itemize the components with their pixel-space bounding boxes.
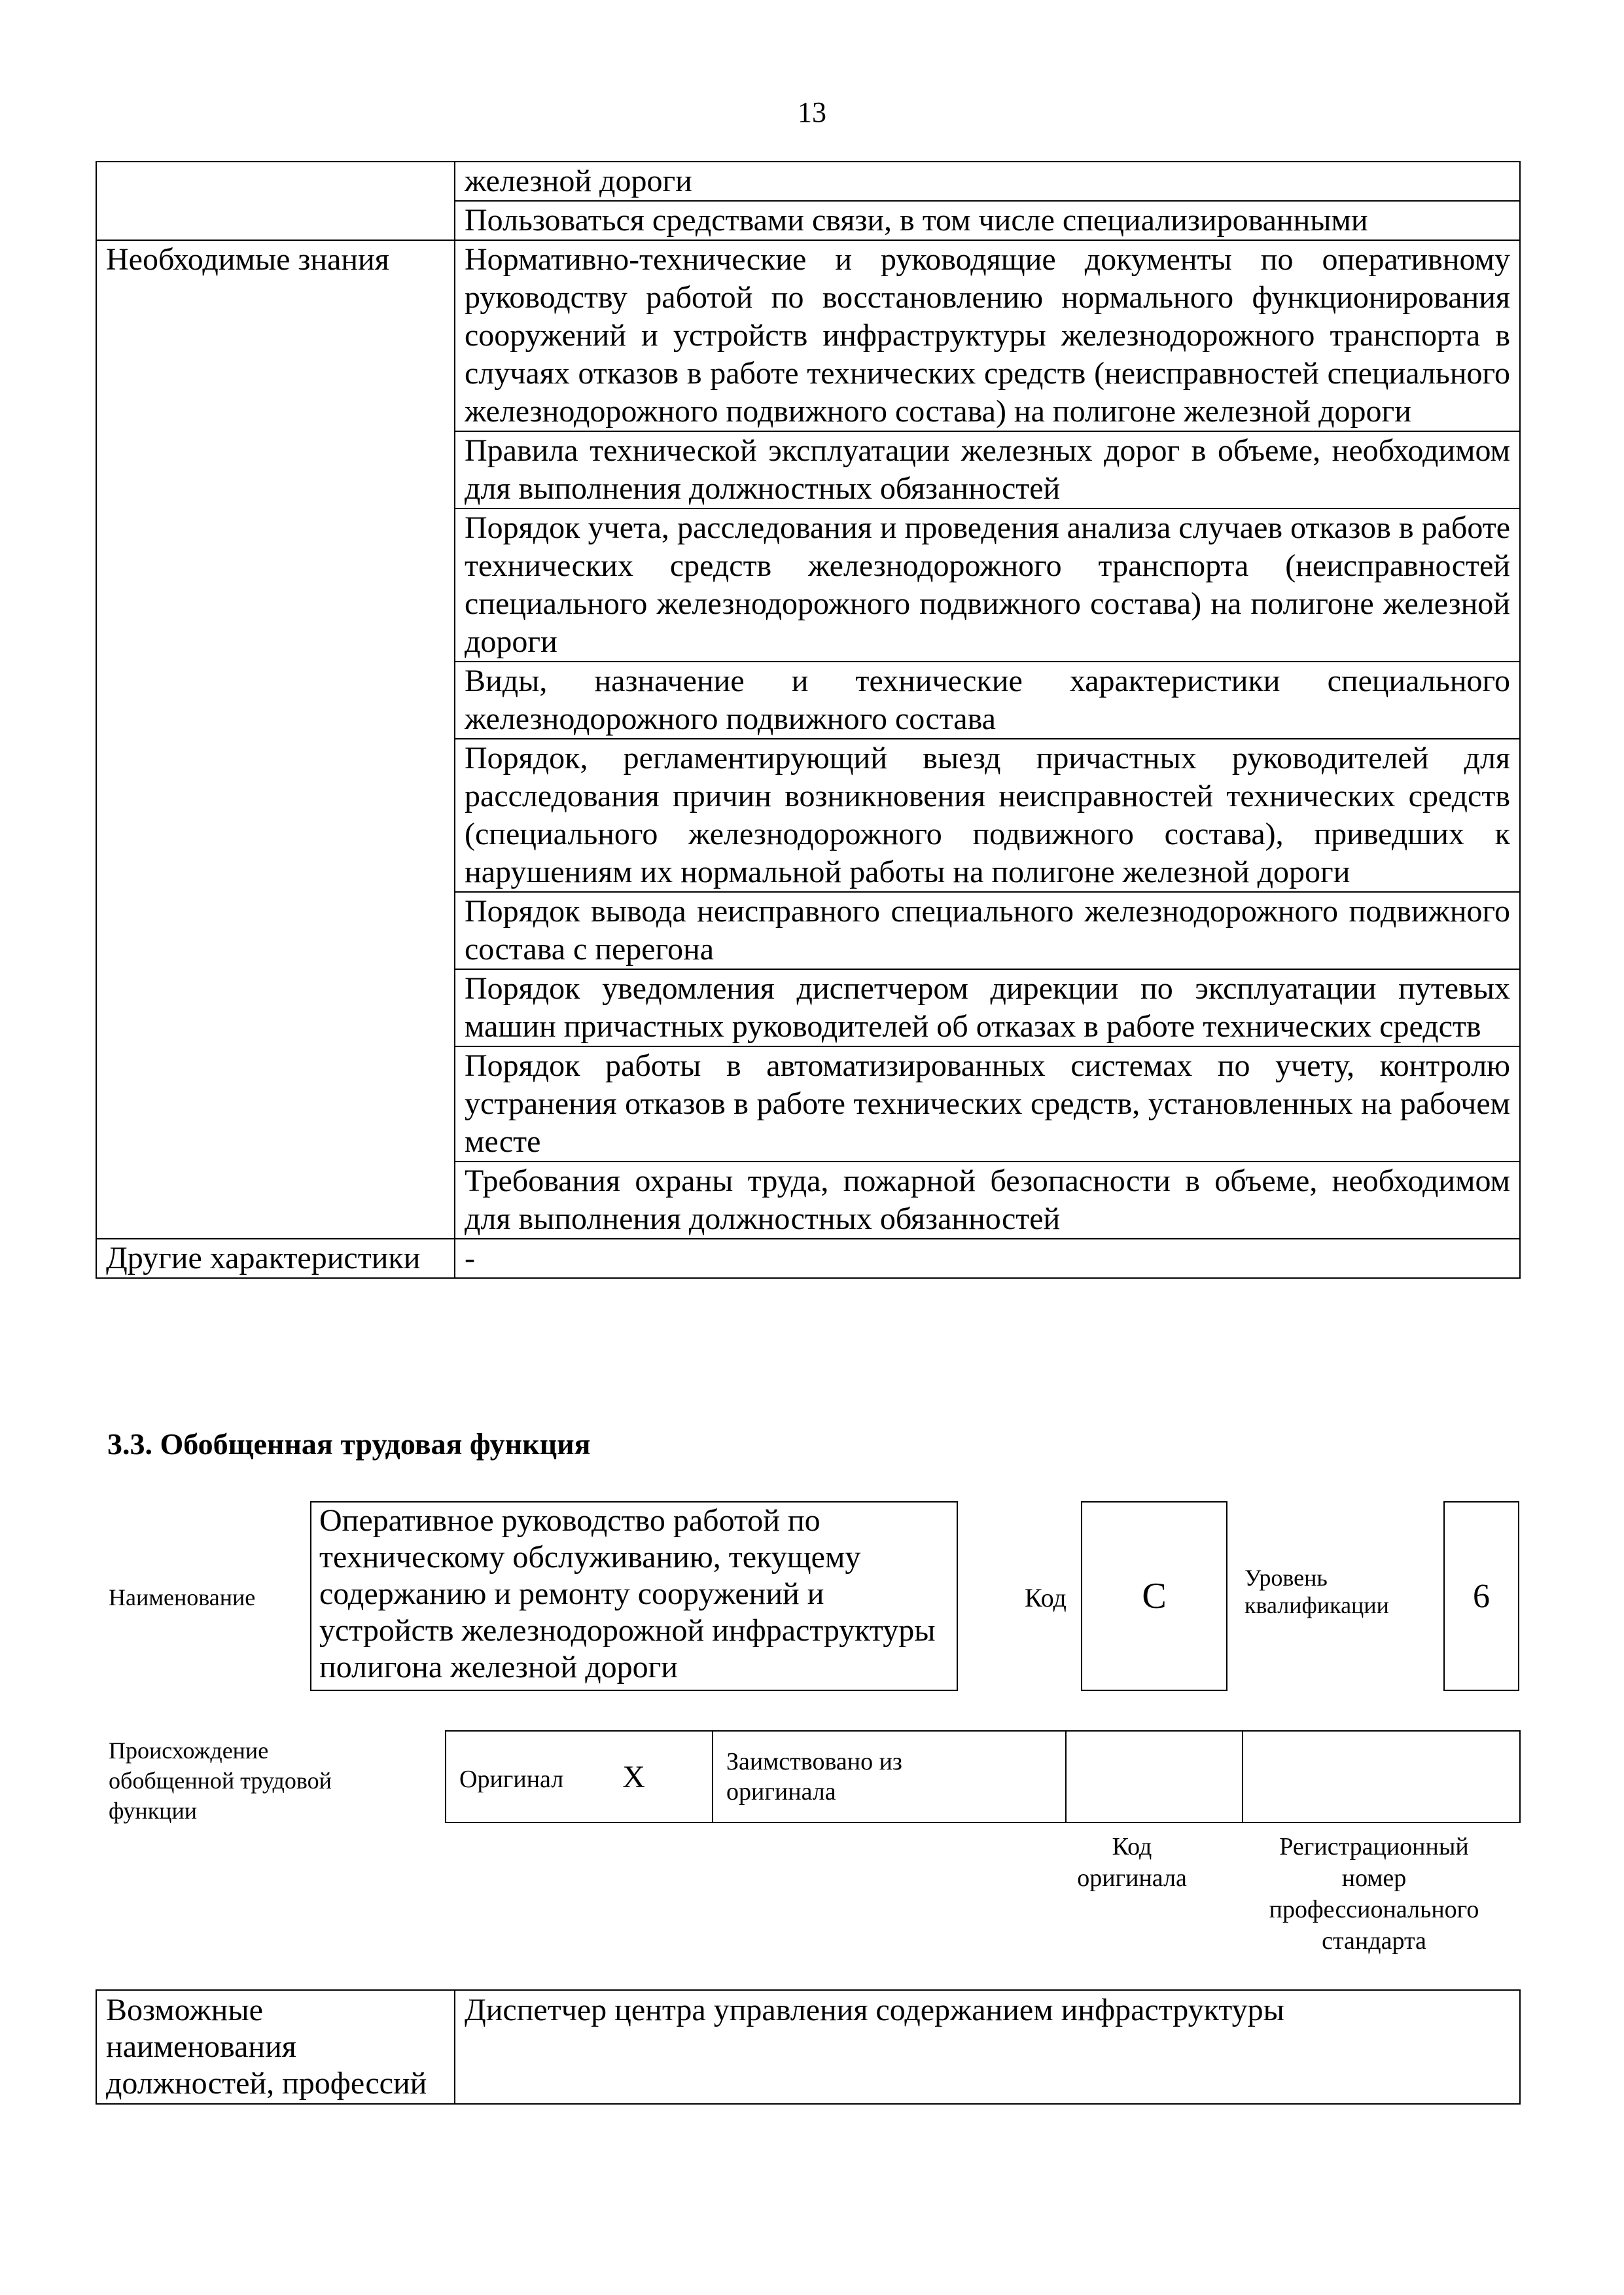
level-label-line: Уровень — [1244, 1565, 1328, 1591]
caption-line: оригинала — [1077, 1864, 1187, 1892]
knowledge-item: Порядок учета, расследования и проведения анализа случаев отказов в работе технических средств железнодорожного транспорта (неисправностей специального железнодорожного подвижного состава) на полигоне железной дороги — [455, 508, 1520, 662]
code-value: C — [1081, 1501, 1227, 1691]
registration-number-cell — [1243, 1731, 1520, 1823]
continuation-cell: Пользоваться средствами связи, в том числе специализированными — [455, 201, 1520, 240]
original-cell — [446, 1731, 713, 1823]
borrowed-cell — [713, 1731, 1066, 1823]
borrowed-line: оригинала — [726, 1778, 836, 1806]
knowledge-item: Порядок вывода неисправного специального железнодорожного подвижного состава с перегона — [455, 892, 1520, 969]
positions-value: Диспетчер центра управления содержанием инфраструктуры — [455, 1990, 1520, 2104]
qualification-level-value: 6 — [1443, 1501, 1519, 1691]
registration-number-caption — [1227, 1831, 1521, 1957]
table-row — [96, 240, 1520, 431]
other-characteristics-value: - — [455, 1239, 1520, 1278]
caption-line: профессионального — [1269, 1896, 1479, 1923]
knowledge-item: Правила технической эксплуатации железных дорог в объеме, необходимом для выполнения должностных обязанностей — [455, 431, 1520, 508]
table-row — [96, 1990, 1520, 2104]
section-title: 3.3. Обобщенная трудовая функция — [107, 1427, 591, 1461]
knowledge-item: Нормативно-технические и руководящие документы по оперативному руководству работой по восстановлению нормального функционирования сооружений и устройств инфраструктуры железнодорожного транспорта в случаях отказов в работе технических средств (неисправностей специального железнодорожного подвижного состава) на полигоне железной дороги — [455, 240, 1520, 431]
knowledge-item: Порядок работы в автоматизированных системах по учету, контролю устранения отказов в работе технических средств, установленных на рабочем месте — [455, 1046, 1520, 1162]
empty-label-cell — [96, 162, 455, 240]
positions-label: Возможные наименования должностей, профессий — [96, 1990, 455, 2104]
origin-label-line: Происхождение — [109, 1737, 269, 1764]
table-row — [96, 1239, 1520, 1278]
positions-table — [96, 1989, 1521, 2105]
level-label-line: квалификации — [1244, 1592, 1389, 1618]
knowledge-table — [96, 161, 1521, 1279]
origin-label — [109, 1735, 332, 1826]
other-characteristics-label: Другие характеристики — [96, 1239, 455, 1278]
name-label: Наименование — [109, 1584, 256, 1610]
caption-line: Регистрационный — [1279, 1833, 1469, 1860]
caption-line: Код — [1112, 1833, 1152, 1860]
borrowed-line: Заимствовано из — [726, 1748, 902, 1775]
original-label: Оригинал — [459, 1765, 564, 1793]
continuation-cell: железной дороги — [455, 162, 1520, 201]
table-row — [96, 162, 1520, 201]
page-number: 13 — [798, 96, 826, 128]
table-row — [446, 1731, 1520, 1823]
origin-table — [445, 1730, 1521, 1823]
origin-label-line: функции — [109, 1798, 197, 1824]
knowledge-item: Порядок, регламентирующий выезд причастных руководителей для расследования причин возникновения неисправностей технических средств (специального железнодорожного подвижного состава), приведших к нарушениям их нормальной работы на полигоне железной дороги — [455, 739, 1520, 892]
original-code-cell — [1066, 1731, 1243, 1823]
name-value: Оперативное руководство работой по техническому обслуживанию, текущему содержанию и ремонту сооружений и устройств железнодорожной инфраструктуры полигона железной дороги — [310, 1501, 958, 1691]
qualification-level-label — [1244, 1564, 1389, 1619]
caption-line: номер — [1341, 1864, 1407, 1892]
original-code-caption — [1053, 1831, 1210, 1894]
knowledge-item: Виды, назначение и технические характеристики специального железнодорожного подвижного состава — [455, 662, 1520, 739]
knowledge-label: Необходимые знания — [96, 240, 455, 1239]
origin-label-line: обобщенной трудовой — [109, 1768, 332, 1794]
caption-line: стандарта — [1322, 1927, 1426, 1955]
original-mark: X — [622, 1759, 645, 1794]
code-label: Код — [1025, 1583, 1067, 1612]
knowledge-item: Требования охраны труда, пожарной безопасности в объеме, необходимом для выполнения должностных обязанностей — [455, 1162, 1520, 1239]
knowledge-item: Порядок уведомления диспетчером дирекции по эксплуатации путевых машин причастных руководителей об отказах в работе технических средств — [455, 969, 1520, 1046]
